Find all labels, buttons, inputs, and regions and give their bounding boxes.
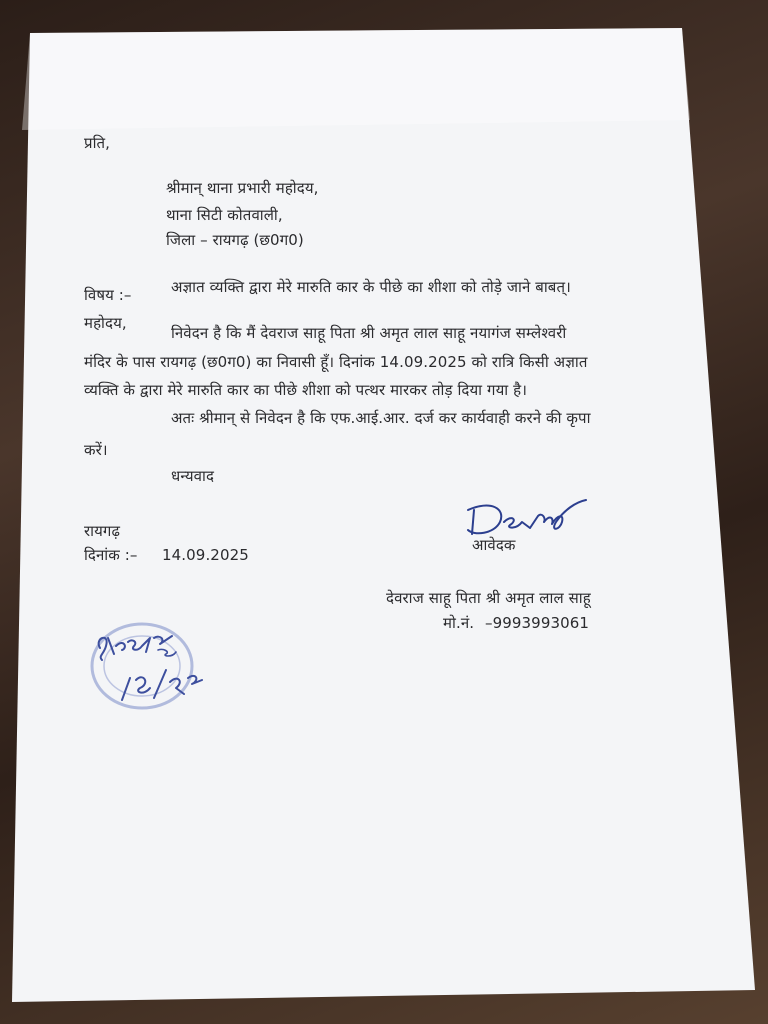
body-line-1: निवेदन है कि मैं देवराज साहू पिता श्री अमृत लाल साहू नयागंज सम्लेश्वरी (171, 324, 567, 342)
body-line-2: मंदिर के पास रायगढ़ (छ0ग0) का निवासी हूँ। दिनांक 14.09.2025 को रात्रि किसी अज्ञात (84, 353, 588, 371)
date-label: दिनांक :– (84, 546, 138, 564)
body-line-5: करें। (84, 441, 108, 459)
applicant-name: देवराज साहू पिता श्री अमृत लाल साहू (386, 589, 591, 607)
mobile-label: मो.नं. (443, 614, 475, 632)
mobile-value: –9993993061 (485, 614, 590, 632)
salutation-to: प्रति, (84, 134, 111, 152)
recipient-line-1: श्रीमान् थाना प्रभारी महोदय, (166, 179, 319, 197)
greeting: महोदय, (84, 314, 127, 332)
applicant-label: आवेदक (472, 536, 516, 554)
recipient-line-3: जिला – रायगढ़ (छ0ग0) (166, 231, 304, 249)
subject-label: विषय :– (84, 286, 132, 304)
place-text: रायगढ़ (84, 522, 121, 540)
date-value: 14.09.2025 (162, 546, 249, 564)
body-line-3: व्यक्ति के द्वारा मेरे मारुति कार का पीछे शीशा को पत्थर मारकर तोड़ दिया गया है। (84, 381, 527, 399)
recipient-line-2: थाना सिटी कोतवाली, (166, 206, 283, 224)
thanks-text: धन्यवाद (171, 467, 215, 485)
subject-text: अज्ञात व्यक्ति द्वारा मेरे मारुति कार के पीछे का शीशा को तोड़े जाने बाबत्। (171, 278, 571, 296)
body-line-4: अतः श्रीमान् से निवेदन है कि एफ.आई.आर. दर्ज कर कार्यवाही करने की कृपा (171, 409, 591, 427)
receipt-stamp (80, 608, 250, 718)
